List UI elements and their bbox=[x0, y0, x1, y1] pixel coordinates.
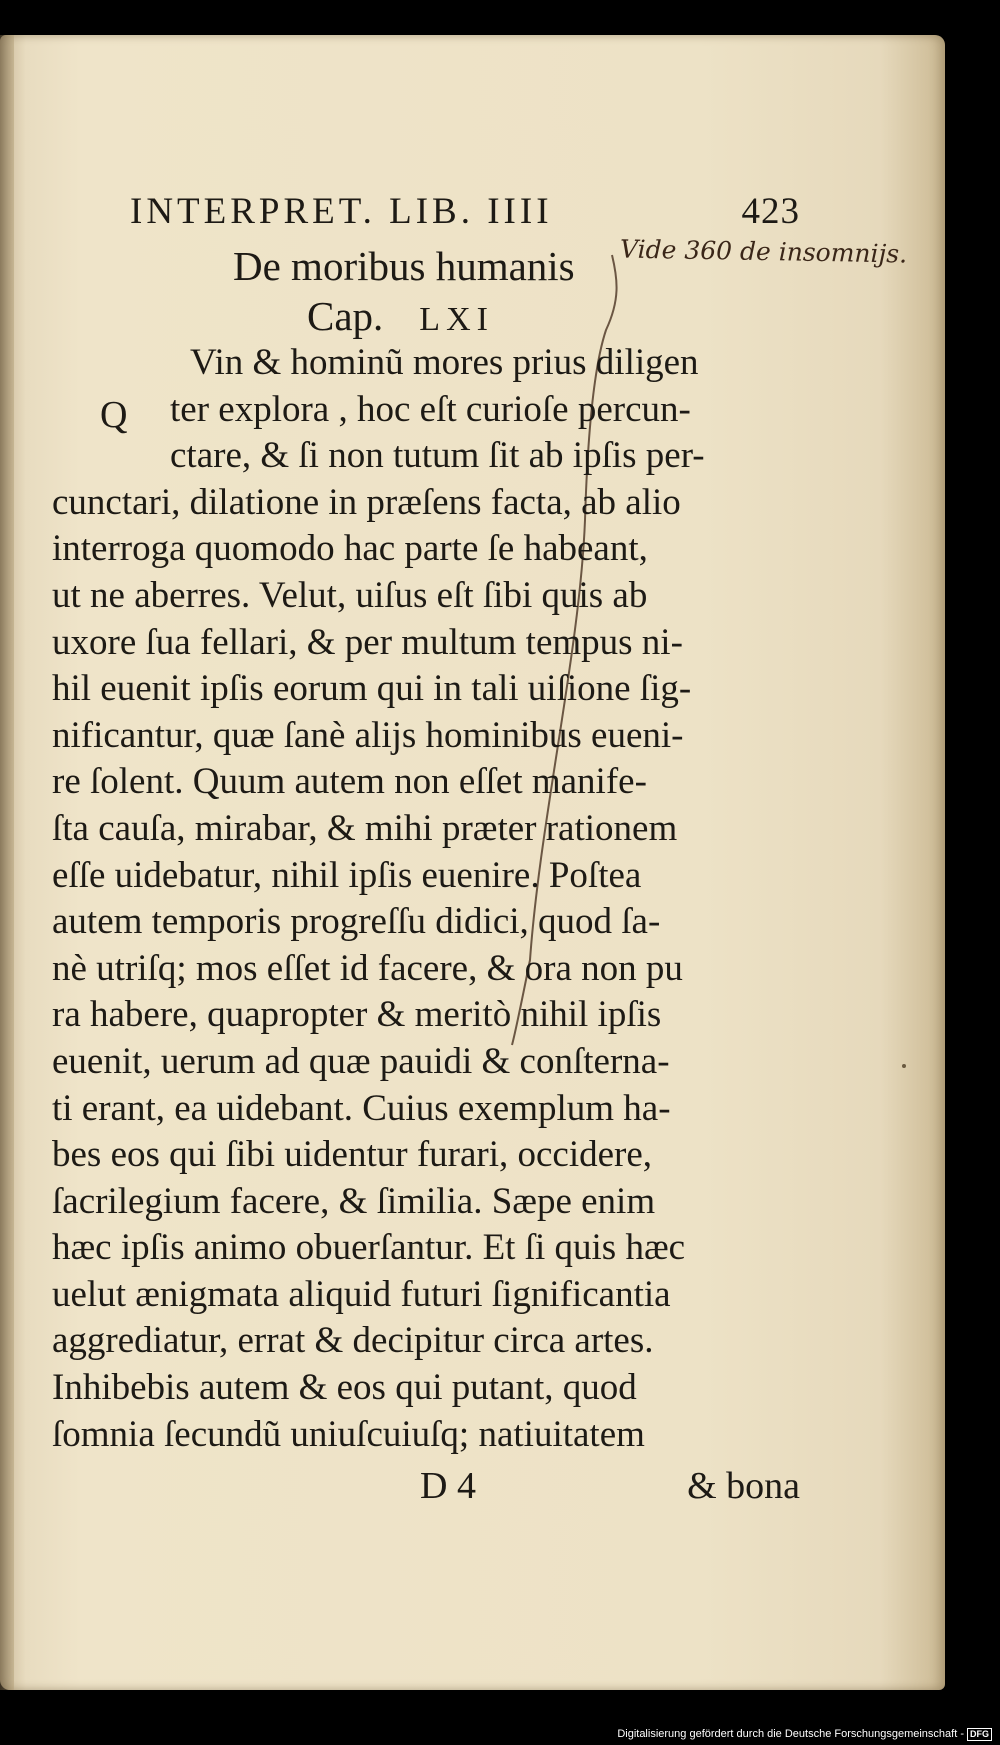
chapter-number: LXI bbox=[419, 301, 494, 338]
text-line: hil euenit ipſis eorum qui in tali uiſione ſig- bbox=[52, 668, 692, 710]
text-line: re ſolent. Quum autem non eſſet manife- bbox=[52, 761, 647, 803]
text-line: autem temporis progreſſu didici, quod ſa- bbox=[52, 901, 661, 943]
text-line: eſſe uidebatur, nihil ipſis euenire. Poſtea bbox=[52, 854, 642, 896]
text-line: ter explora , hoc eſt curioſe percun- bbox=[170, 388, 691, 430]
section-title: De moribus humanis bbox=[233, 243, 575, 289]
text-line: bes eos qui ſibi uidentur furari, occidere, bbox=[52, 1134, 653, 1176]
running-title: INTERPRET. LIB. IIII bbox=[130, 191, 553, 232]
text-line: ra habere, quapropter & meritò nihil ipſis bbox=[52, 994, 662, 1036]
digitization-credit bbox=[617, 1728, 992, 1741]
page-number: 423 bbox=[741, 191, 800, 232]
chapter-heading bbox=[307, 292, 494, 340]
text-line: ſomnia ſecundũ uniuſcuiuſq; natiuitatem bbox=[52, 1413, 645, 1455]
dfg-logo: DFG bbox=[967, 1728, 992, 1741]
ink-speck bbox=[902, 1064, 906, 1068]
text-line: cunctari, dilatione in præſens facta, ab alio bbox=[52, 481, 681, 523]
text-line: nè utriſq; mos eſſet id facere, & ora non pu bbox=[52, 947, 683, 989]
text-line: ſacrilegium facere, & ſimilia. Sæpe enim bbox=[52, 1180, 656, 1222]
text-line: Inhibebis autem & eos qui putant, quod bbox=[52, 1367, 637, 1409]
body-text bbox=[52, 340, 797, 1458]
text-line: aggrediatur, errat & decipitur circa artes. bbox=[52, 1320, 654, 1362]
text-line: ut ne aberres. Velut, uiſus eſt ſibi quis ab bbox=[52, 574, 648, 616]
handwritten-annotation: Vide 360 de insomnijs. bbox=[619, 234, 908, 269]
text-line: ſta cauſa, mirabar, & mihi præter rationem bbox=[52, 807, 678, 849]
text-line: interroga quomodo hac parte ſe habeant, bbox=[52, 528, 648, 570]
text-line: Vin & hominũ mores prius diligen bbox=[190, 342, 699, 383]
running-header bbox=[130, 190, 800, 230]
signature-mark: D 4 bbox=[420, 1465, 476, 1507]
text-line: uelut ænigmata aliquid futuri ſignificantia bbox=[52, 1273, 671, 1315]
chapter-label: Cap. bbox=[307, 293, 384, 339]
credit-text: Digitalisierung gefördert durch die Deutsche Forschungsgemeinschaft - bbox=[617, 1728, 964, 1740]
catchline bbox=[420, 1464, 800, 1514]
text-line: uxore ſua fellari, & per multum tempus ni- bbox=[52, 621, 683, 663]
text-line: hæc ipſis animo obuerſantur. Et ſi quis hæc bbox=[52, 1227, 686, 1269]
page-gutter-shadow bbox=[0, 35, 14, 1690]
text-line: ti erant, ea uidebant. Cuius exemplum ha- bbox=[52, 1087, 671, 1129]
text-line: euenit, uerum ad quæ pauidi & conſterna- bbox=[52, 1040, 670, 1082]
catchword: & bona bbox=[687, 1465, 800, 1507]
marginal-initial: Q bbox=[100, 394, 128, 436]
text-line: nificantur, quæ ſanè alijs hominibus eueni- bbox=[52, 714, 684, 756]
scan-bottom-strip bbox=[0, 1690, 1000, 1730]
text-line: ctare, & ſi non tutum ſit ab ipſis per- bbox=[170, 435, 705, 477]
